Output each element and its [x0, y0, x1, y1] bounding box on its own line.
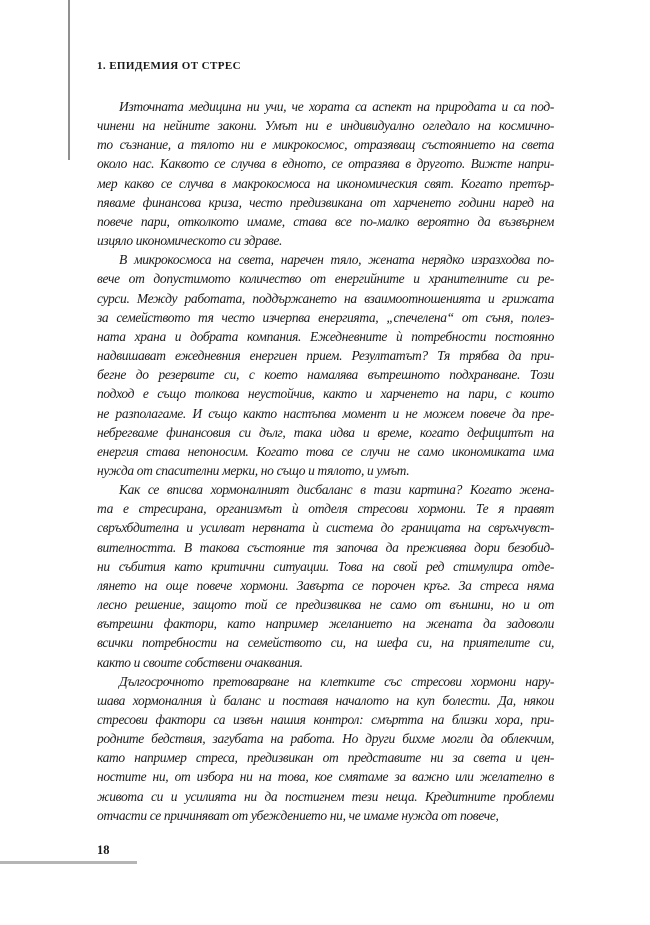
text-line: ностите ни, от избора ни на това, кое смятаме за важно или желателно в [97, 769, 554, 785]
text-line: родните бедствия, загубата на работа. Но други бихме могли да облекчим, [97, 731, 554, 747]
text-line: лянето на още повече хормони. Завърта се порочен кръг. За стреса няма [97, 577, 554, 593]
text-line: всички потребности на семейството си, на шефа си, на приятелите си, [97, 635, 554, 651]
text-line: чинени на нейните закони. Умът ни е индивидуално огледало на космично- [97, 118, 554, 134]
text-line: повече пари, отколкото имаме, става все по-малко вероятно да възвърнем [97, 213, 554, 229]
text-line: вече от допустимото количество от енергийните и хранителните си ре- [97, 271, 554, 287]
text-line: надвишават ежедневния енергиен прием. Резултатът? Тя трябва да при- [97, 348, 554, 364]
text-line: вителността. В такова състояние тя започва да преживява дори безобид- [97, 539, 554, 555]
footer-rule-line [0, 861, 137, 864]
text-line: то съзнание, а тялото ни е микрокосмос, отразяващ състоянието на света [97, 137, 554, 153]
text-line: вътрешни фактори, като например желанието на жената да задоволи [97, 616, 554, 632]
text-line: нужда от спасителни мерки, но също и тялото, и умът. [97, 462, 410, 478]
text-line: свръхбдителна и усилват нервната ѝ система до границата на свръхчувст- [97, 520, 554, 536]
text-line: стресови фактори са извън нашия контрол: смъртта на близки хора, при- [97, 712, 554, 727]
text-line: отчасти се причиняват от убеждението ни, че имаме нужда от повече, [97, 807, 499, 823]
paragraph [97, 672, 554, 825]
paragraph [97, 250, 554, 480]
text-line: като например стреса, предизвикан от представите ни за света и цен- [97, 750, 554, 766]
text-line: пяваме финансова криза, често предизвикана от харченето години наред на [97, 194, 554, 210]
text-line: ната храна и добрата компания. Ежедневните ѝ потребности постоянно [97, 328, 554, 344]
text-line: подход е също толкова неустойчив, както и харченето на пари, с които [97, 386, 554, 402]
text-line: ни събития като критични ситуации. Това на свой ред стимулира отде- [97, 558, 554, 574]
text-line: около нас. Каквото се случва в едното, се отразява в другото. Вижте напри- [97, 156, 554, 172]
paragraph [97, 97, 554, 250]
text-line: както и своите собствени очаквания. [97, 654, 303, 670]
text-line: не разполагаме. И също както настъпва момент и не можем повече да пре- [97, 405, 554, 421]
text-line: за семейството тя често изчерпва енергията, „спечелена“ от съня, полез- [97, 309, 554, 325]
text-line: та е стресирана, организмът ѝ отделя стресови хормони. Те я правят [97, 501, 554, 517]
page-number: 18 [97, 843, 110, 857]
body-text-block [97, 97, 554, 825]
text-line: сурси. Между работата, поддържането на взаимоотношенията и грижата [97, 290, 554, 306]
text-line: мер какво се случва в макрокосмоса на икономическия свят. Когато претър- [97, 175, 554, 191]
chapter-running-header: 1. ЕПИДЕМИЯ ОТ СТРЕС [97, 60, 241, 72]
scan-edge-vertical-line [68, 0, 70, 160]
text-line: В микрокосмоса на света, наречен тяло, жената нерядко изразходва по- [119, 252, 554, 268]
text-line: Източната медицина ни учи, че хората са аспект на природата и са под- [119, 99, 554, 114]
text-line: Как се вписва хормоналният дисбаланс в тази картина? Когато жена- [119, 482, 554, 498]
text-line: шава хормоналния ѝ баланс и поставя началото на куп болести. Да, някои [97, 692, 554, 708]
text-line: изцяло икономическото си здраве. [97, 233, 283, 249]
text-line: небрегваме финансовия си дълг, така идва и време, когато дефицитът на [97, 424, 554, 440]
text-line: бегне до резервите си, с което намалява вътрешното подхранване. Този [97, 367, 554, 383]
text-line: живота си и усилията ни да постигнем тези неща. Кредитните проблеми [97, 788, 554, 804]
text-line: енергия става непоносим. Когато това се случи не само икономиката има [97, 443, 554, 459]
text-line: лесно решение, защото той се предизвиква не само от външни, но и от [97, 597, 554, 613]
text-line: Дългосрочното претоварване на клетките със стресови хормони нару- [119, 673, 554, 689]
paragraph [97, 480, 554, 672]
